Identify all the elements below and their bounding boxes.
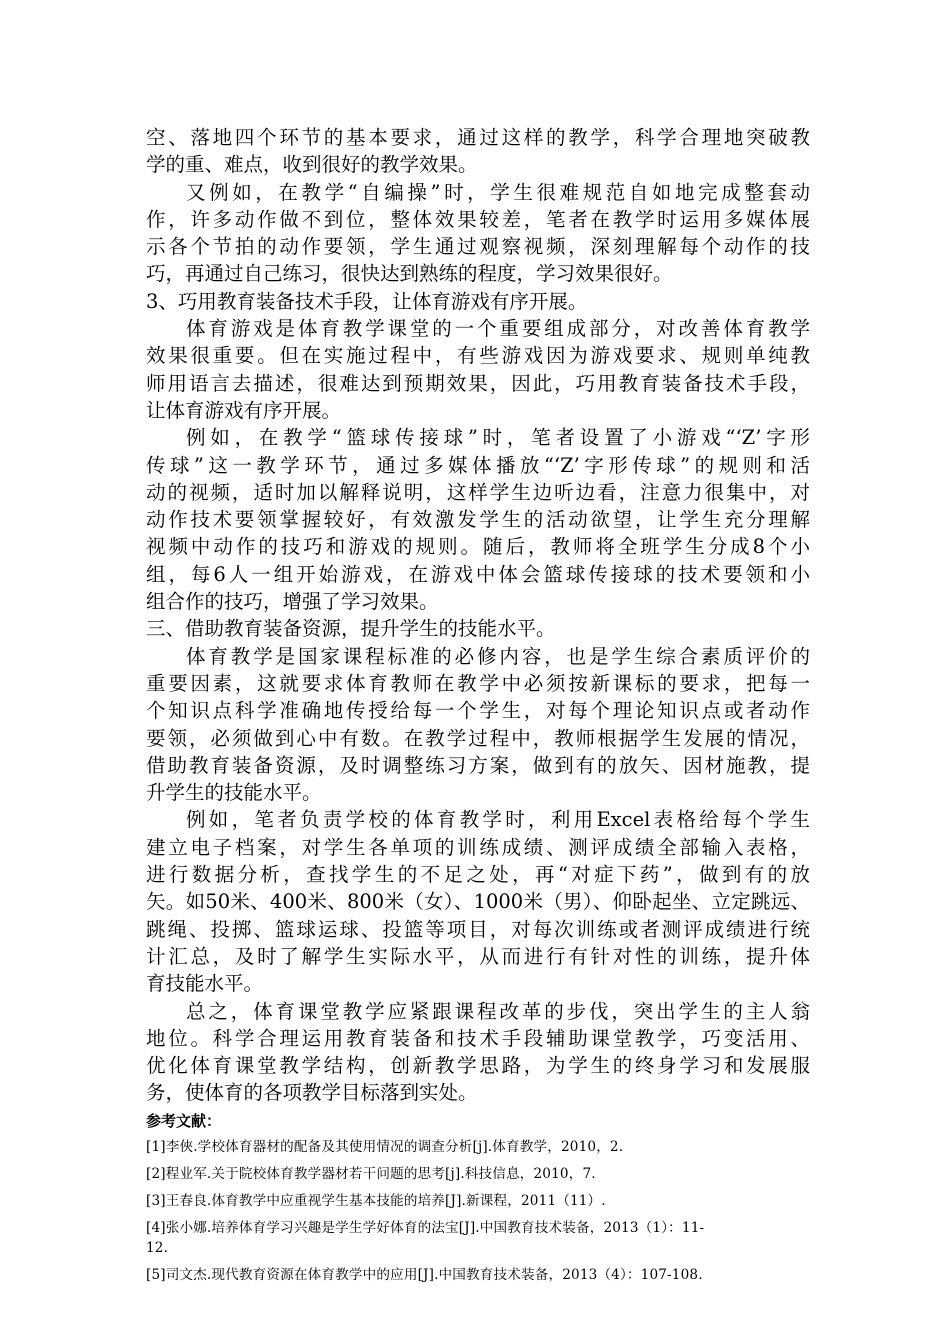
text-line: 借助教育装备资源，及时调整练习方案，做到有的放矢、因材施教，提 [146, 753, 810, 777]
text-line: 地位。科学合理运用教育装备和技术手段辅助课堂教学，巧变活用、 [146, 1026, 810, 1050]
text-line: 务，使体育的各项教学目标落到实处。 [146, 1081, 478, 1105]
reference-item: 12. [146, 1239, 169, 1256]
text-line: 个知识点科学准确地传授给每一个学生，对每个理论知识点或者动作 [146, 699, 810, 723]
references-list [146, 1137, 810, 1285]
text-line: 学的重、难点，收到很好的教学效果。 [146, 153, 478, 177]
text-line: 又例如，在教学“自编操”时，学生很难规范自如地完成整套动 [186, 180, 810, 204]
text-line: 跳绳、投掷、篮球运球、投篮等项目，对每次训练或者测评成绩进行统 [146, 917, 810, 941]
text-line: 三、借助教育装备资源，提升学生的技能水平。 [146, 617, 556, 641]
references-title: 参考文献： [146, 1111, 222, 1130]
reference-item: [2]程业军.关于院校体育教学器材若干问题的思考[j].科技信息，2010，7. [146, 1165, 596, 1182]
text-line: 传球”这一教学环节，通过多媒体播放“‘Z’字形传球”的规则和活 [146, 453, 810, 477]
text-line: 巧，再通过自己练习，很快达到熟练的程度，学习效果很好。 [146, 262, 673, 286]
text-line: 要领，必须做到心中有数。在教学过程中，教师根据学生发展的情况， [146, 726, 810, 750]
text-line: 优化体育课堂教学结构，创新教学思路，为学生的终身学习和发展服 [146, 1054, 810, 1078]
text-line: 体育游戏是体育教学课堂的一个重要组成部分，对改善体育教学 [186, 317, 810, 341]
text-line: 进行数据分析，查找学生的不足之处，再“对症下药”，做到有的放 [146, 863, 810, 887]
text-line: 矢。如50米、400米、800米（女）、1000米（男）、仰卧起坐、立定跳远、 [146, 890, 810, 914]
text-line: 让体育游戏有序开展。 [146, 398, 342, 422]
text-line: 例如，在教学“篮球传接球”时，笔者设置了小游戏“‘Z’字形 [186, 426, 810, 450]
text-line: 组，每6人一组开始游戏，在游戏中体会篮球传接球的技术要领和小 [146, 562, 810, 586]
text-line: 重要因素，这就要求体育教师在教学中必须按新课标的要求，把每一 [146, 671, 810, 695]
text-line: 总之，体育课堂教学应紧跟课程改革的步伐，突出学生的主人翁 [186, 999, 810, 1023]
text-line: 作，许多动作做不到位，整体效果较差，笔者在教学时运用多媒体展 [146, 207, 810, 231]
text-line: 效果很重要。但在实施过程中，有些游戏因为游戏要求、规则单纯教 [146, 344, 810, 368]
text-line: 师用语言去描述，很难达到预期效果，因此，巧用教育装备技术手段， [146, 371, 810, 395]
text-line: 动的视频，适时加以解释说明，这样学生边听边看，注意力很集中，对 [146, 480, 810, 504]
body-text [146, 124, 810, 1107]
reference-item: [4]张小娜.培养体育学习兴趣是学生学好体育的法宝[J].中国教育技术装备，2013（1）：11- [146, 1219, 705, 1236]
text-line: 空、落地四个环节的基本要求，通过这样的教学，科学合理地突破教 [146, 126, 810, 149]
reference-item: [5]司文杰.现代教育资源在体育教学中的应用[J].中国教育技术装备，2013（4）：107-108. [146, 1266, 703, 1283]
text-line: 组合作的技巧，增强了学习效果。 [146, 590, 439, 614]
text-line: 建立电子档案，对学生各单项的训练成绩、测评成绩全部输入表格， [146, 835, 810, 859]
text-line: 视频中动作的技巧和游戏的规则。随后，教师将全班学生分成8个小 [146, 535, 810, 559]
text-line: 动作技术要领掌握较好，有效激发学生的活动欲望，让学生充分理解 [146, 508, 810, 532]
reference-item: [3]王春良.体育教学中应重视学生基本技能的培养[J].新课程，2011（11）. [146, 1192, 606, 1209]
text-line: 示各个节拍的动作要领，学生通过观察视频，深刻理解每个动作的技 [146, 235, 810, 259]
document-page [146, 124, 810, 1285]
text-line: 体育教学是国家课程标准的必修内容，也是学生综合素质评价的 [186, 644, 810, 668]
text-line: 3、巧用教育装备技术手段，让体育游戏有序开展。 [146, 289, 588, 313]
text-line: 育技能水平。 [146, 972, 264, 996]
text-line: 计汇总，及时了解学生实际水平，从而进行有针对性的训练，提升体 [146, 944, 810, 968]
reference-item: [1]李俠.学校体育器材的配备及其使用情况的调查分析[j].体育教学，2010，2. [146, 1138, 624, 1155]
text-line: 升学生的技能水平。 [146, 781, 322, 805]
text-line: 例如，笔者负责学校的体育教学时，利用Excel表格给每个学生 [186, 808, 810, 832]
